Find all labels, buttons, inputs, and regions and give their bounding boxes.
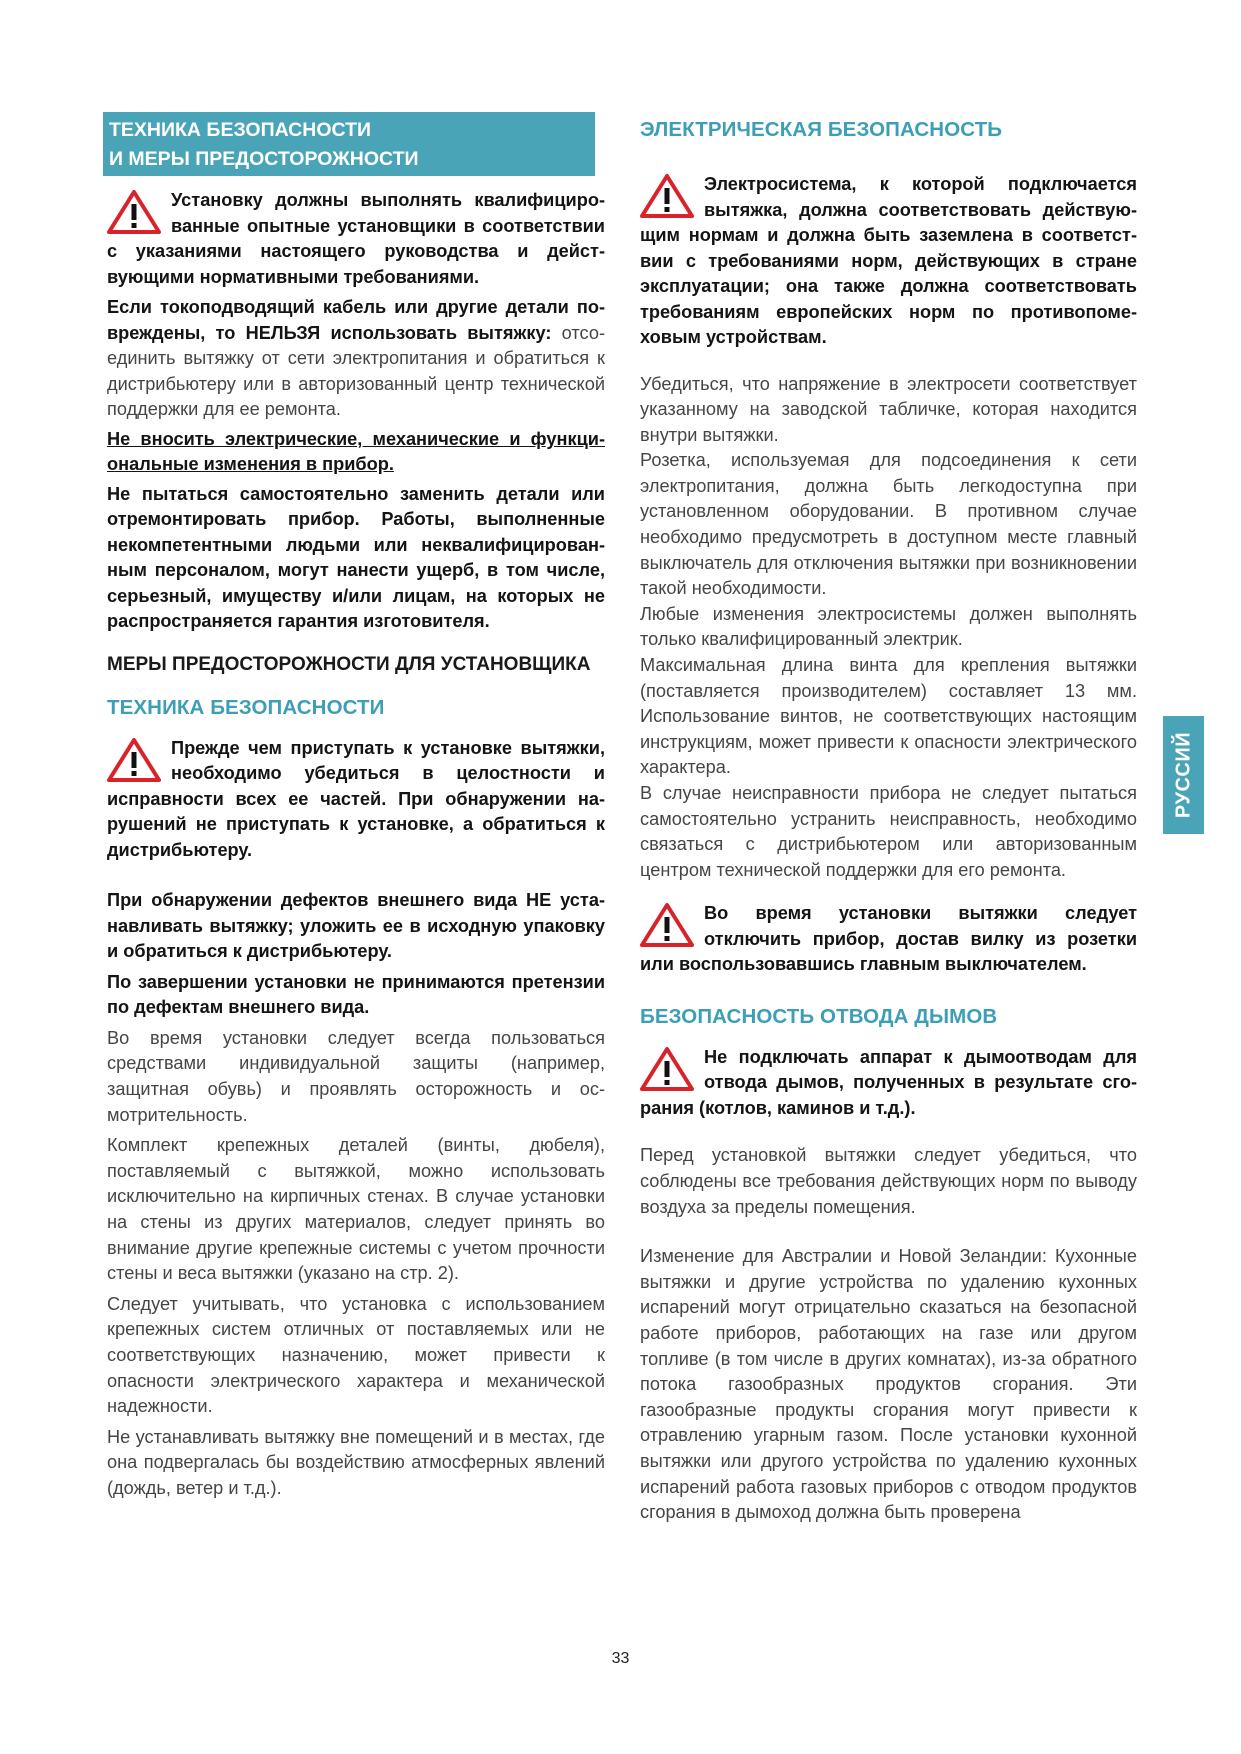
screw-length-paragraph: Максимальная длина винта для крепления вытяжки (поставляется производителем) составляет 13 мм. Использование винтов, не соответствующих настоящим инструкциям, может привести к опасности электрического характера. <box>640 655 1137 778</box>
section-header-box <box>103 112 595 176</box>
header-line-2: И МЕРЫ ПРЕДОСТОРОЖНОСТИ <box>109 148 419 170</box>
warning-text-integrity: Прежде чем приступать к установке вытяжки, необходимо убедиться в целостности и исправности всех ее частей. При обнаружении нарушений не приступать к установке, а обратиться к дистрибьютеру. <box>107 737 605 860</box>
warning-triangle-icon <box>640 1047 694 1091</box>
appearance-defects-paragraph: При обнаружении дефектов внешнего вида НЕ устанавливать вытяжку; уложить ее в исходную упаковку и обратиться к дистрибьютеру. <box>107 890 605 962</box>
cable-damage-bold: Если токоподводящий кабель или другие детали повреждены, то НЕЛЬЗЯ использовать вытяжку: <box>107 297 605 343</box>
smoke-safety-heading: БЕЗОПАСНОСТЬ ОТВОДА ДЫМОВ <box>640 1004 998 1028</box>
left-column <box>107 112 605 1502</box>
warning-triangle-icon <box>107 190 161 234</box>
warning-text-disconnect: Во время установки вытяжки следует отключить прибор, достав вилку из розетки или воспользовавшись главным выключателем. <box>640 903 1137 975</box>
warning-block-electrical <box>640 172 1137 351</box>
language-tab-label: РУССИЙ <box>1172 731 1194 819</box>
no-modifications-paragraph: Не вносить электрические, механические и функциональные изменения в прибор. <box>107 428 605 475</box>
air-exhaust-norms-paragraph: Перед установкой вытяжки следует убедиться, что соблюдены все требования действующих норм по выводу воздуха за пределы помещения. <box>640 1145 1137 1217</box>
fastener-kit-paragraph: Комплект крепежных деталей (винты, дюбеля), поставляемый с вытяжкой, можно использовать исключительно на кирпичных стенах. В случае установки на стены из других материалов, следует принять во внимание другие крепежные системы с учетом прочности стены и веса вытяжки (указано на стр. 2). <box>107 1135 605 1284</box>
protective-equipment-paragraph: Во время установки следует всегда пользоваться средствами индивидуальной защиты (например, защитная обувь) и проявлять осторожность и осмотрительность. <box>107 1027 605 1125</box>
page-number: 33 <box>611 1650 630 1667</box>
warning-triangle-icon <box>640 903 694 947</box>
malfunction-paragraph: В случае неисправности прибора не следует пытаться самостоятельно устранить неисправность, необходимо связаться с дистрибьютером или авторизованным центром технической поддержки для его ремонта. <box>640 783 1137 880</box>
australia-note-paragraph: Изменение для Австралии и Новой Зеландии: Кухонные вытяжки и другие устройства по удалению кухонных испарений могут отрицательно сказаться на безопасной работе приборов, работающих на газе или другом топливе (в том числе в других комнатах), из-за обратного потока газообразных продуктов сгорания. Эти газообразные продукты сгорания могут привести к отравлению угарным газом. После установки кухонной вытяжки или другого устройства по удалению кухонных испарений работа газовых приборов с отводом продуктов сгорания в дымоход должна быть проверена <box>640 1246 1137 1523</box>
outdoor-installation-paragraph: Не устанавливать вытяжку вне помещений и в местах, где она подвергалась бы воздействию атмосферных явлений (дождь, ветер и т.д.). <box>107 1426 605 1498</box>
warning-block-disconnect <box>640 901 1137 978</box>
voltage-paragraph: Убедиться, что напряжение в электросети соответствует указанному на заводской табличке, которая находится внутри вытяжки. <box>640 373 1137 445</box>
warning-block-flue <box>640 1045 1137 1122</box>
warning-block-integrity <box>107 736 605 864</box>
warning-text-installers: Установку должны выполнять квалифицированные опытные установщики в соответствии с указаниями настоящего руководства и действующими нормативными требованиями. <box>107 190 605 287</box>
header-line-1: ТЕХНИКА БЕЗОПАСНОСТИ <box>109 119 372 141</box>
installer-precautions-heading: МЕРЫ ПРЕДОСТОРОЖНОСТИ ДЛЯ УСТАНОВЩИКА <box>107 653 591 675</box>
socket-paragraph: Розетка, используемая для подсоединения к сети электропитания, должна быть легкодоступна при установленном оборудовании. В противном случае необходимо предусмотреть в доступном месте главный выключатель для отключения вытяжки при возникновении такой необходимости. <box>640 450 1137 599</box>
cable-damage-rest: отсоединить вытяжку от сети электропитания и обратиться к дистрибьютеру или в авторизованный центр технической поддержки для ее ремонта. <box>107 322 605 420</box>
language-side-tab <box>1163 716 1204 834</box>
electrical-safety-heading: ЭЛЕКТРИЧЕСКАЯ БЕЗОПАСНОСТЬ <box>640 118 1003 141</box>
warning-triangle-icon <box>107 738 161 782</box>
warning-block-installers <box>107 188 605 290</box>
safety-heading: ТЕХНИКА БЕЗОПАСНОСТИ <box>107 695 385 719</box>
right-column <box>640 112 1137 1526</box>
electrician-paragraph: Любые изменения электросистемы должен выполнять только квалифицированный электрик. <box>640 603 1137 650</box>
no-self-repair-paragraph: Не пытаться самостоятельно заменить детали или отремонтировать прибор. Работы, выполненные некомпетентными людьми или неквалифицированным персоналом, могут нанести ущерб, в том числе, серьезный, имуществу и/или лицам, на которых не распространяется гарантия изготовителя. <box>107 483 605 632</box>
no-claims-paragraph: По завершении установки не принимаются претензии по дефектам внешнего вида. <box>107 971 605 1018</box>
warning-text-electrical: Электросистема, к которой подключается вытяжка, должна соответствовать действующим нормам и должна быть заземлена в соответствии с требованиями норм, действующих в стране эксплуатации; она также должна соответствовать требованиям европейских норм по противопомеховым устройствам. <box>640 174 1137 347</box>
warning-text-flue: Не подключать аппарат к дымоотводам для отвода дымов, полученных в результате сгорания (котлов, каминов и т.д.). <box>640 1046 1137 1118</box>
cable-damage-paragraph <box>107 295 605 423</box>
fastening-systems-paragraph: Следует учитывать, что установка с использованием крепежных систем отличных от поставляемых или не соответствующих назначению, может привести к опасности электрического характера и механической надежности. <box>107 1293 605 1417</box>
warning-triangle-icon <box>640 174 694 218</box>
